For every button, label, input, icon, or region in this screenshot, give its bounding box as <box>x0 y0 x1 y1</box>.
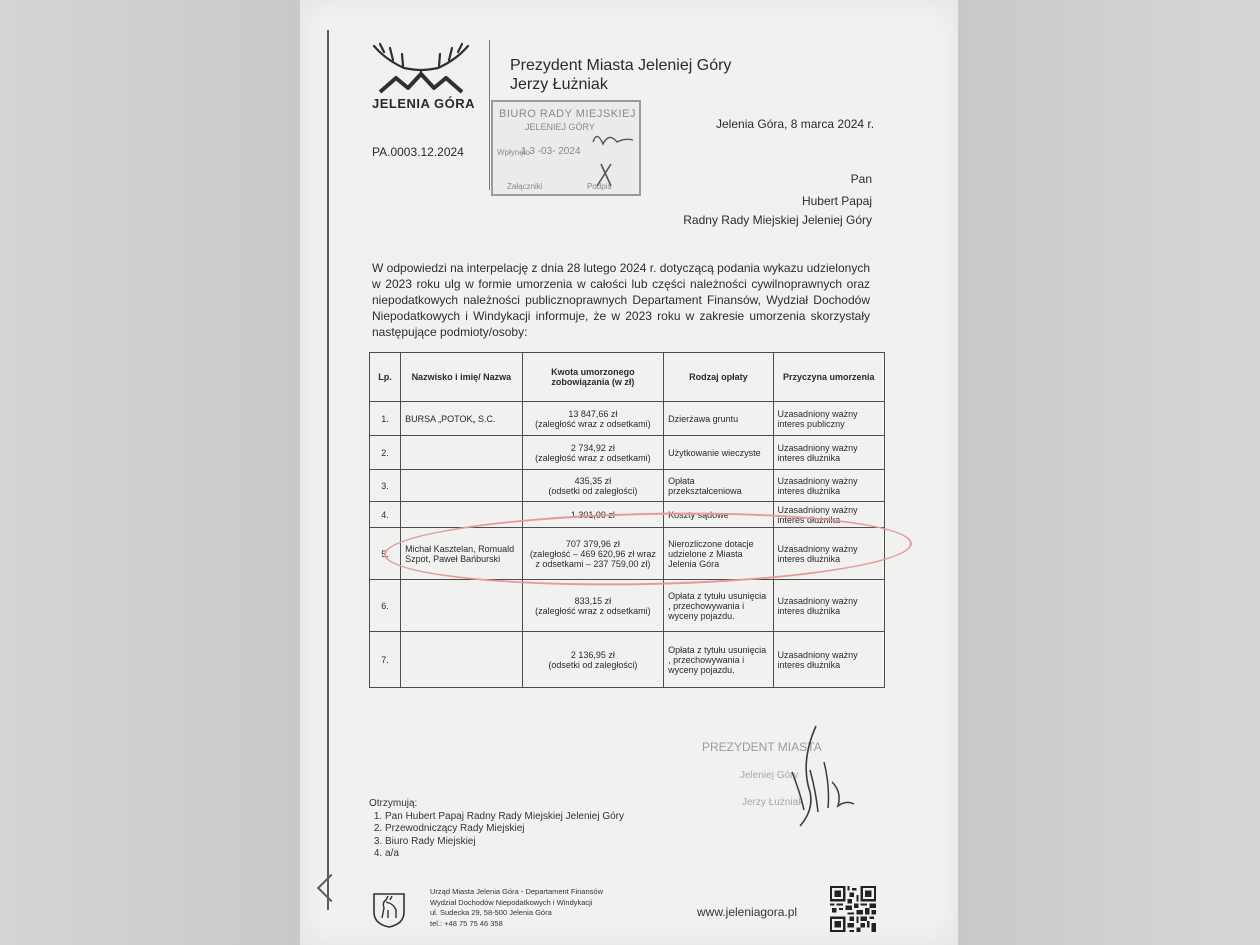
cell-lp: 7. <box>370 632 401 688</box>
amount-value: 707 379,96 zł <box>565 538 620 549</box>
background-right <box>958 0 1260 945</box>
letter-body-paragraph: W odpowiedzi na interpelację z dnia 28 lutego 2024 r. dotyczącą podania wykazu udzielonych w 2023 roku ulg w formie umorzenia w całości lub części należności cywilnoprawnych oraz niepodatkowych należności publicznoprawnych Departament Finansów, Wydział Dochodów Niepodatkowych i Windykacji informuje, że w 2023 roku w zakresie umorzenia skorzystały następujące podmioty/osoby: <box>372 261 870 339</box>
signature-stamp-title: PREZYDENT MIASTA <box>702 740 822 754</box>
city-crest-icon <box>370 890 408 928</box>
cell-amount <box>522 632 664 688</box>
cell-type: Opłata przekształceniowa <box>664 470 773 502</box>
handwritten-signature-icon <box>770 722 860 832</box>
cell-type: Opłata z tytułu usunięcia , przechowywania i wyceny pojazdu. <box>664 580 773 632</box>
cell-lp: 6. <box>370 580 401 632</box>
amount-note: (zaległość wraz z odsetkami) <box>535 418 651 429</box>
cell-name <box>401 470 522 502</box>
cell-name <box>401 436 522 470</box>
background-left <box>0 0 300 945</box>
reference-number: PA.0003.12.2024 <box>372 145 464 159</box>
cell-type: Nierozliczone dotacje udzielone z Miasta Jelenia Góra <box>664 528 773 580</box>
cell-amount <box>522 580 664 632</box>
cell-lp: 1. <box>370 402 401 436</box>
column-header-name: Nazwisko i imię/ Nazwa <box>401 353 522 402</box>
table-row <box>370 436 885 470</box>
amount-note: (zaległość wraz z odsetkami) <box>535 452 651 463</box>
stamp-sign-label: Podpis <box>587 182 612 191</box>
list-item: 4. a/a <box>385 848 624 861</box>
signature-stamp-city: Jeleniej Góry <box>740 770 799 781</box>
letter-author: Jerzy Łużniak <box>510 76 608 93</box>
stamp-received-date: 1 3 -03- 2024 <box>521 146 581 157</box>
addressee-name: Hubert Papaj <box>801 194 872 208</box>
amount-value: 1 301,00 zł <box>570 509 615 520</box>
table-row <box>370 580 885 632</box>
cell-amount <box>522 436 664 470</box>
header-divider <box>489 40 490 190</box>
amount-note: (odsetki od zaległości) <box>548 659 638 670</box>
footer-line3: ul. Sudecka 29, 58-500 Jelenia Góra <box>430 908 552 917</box>
cell-lp: 4. <box>370 502 401 528</box>
cell-reason: Uzasadniony ważny interes dłużnika <box>773 470 884 502</box>
list-item: 3. Biuro Rady Miejskiej <box>385 836 624 849</box>
footer-address <box>430 887 603 929</box>
cell-reason: Uzasadniony ważny interes dłużnika <box>773 502 884 528</box>
cell-amount <box>522 402 664 436</box>
amount-note: (zaległość wraz z odsetkami) <box>535 605 651 616</box>
cell-lp: 3. <box>370 470 401 502</box>
recipients-block <box>369 798 624 861</box>
cell-name <box>401 580 522 632</box>
stamp-line1: BIURO RADY MIEJSKIEJ <box>499 108 636 120</box>
recipients-list <box>369 811 624 861</box>
footer-line4: tel.: +48 75 75 46 358 <box>430 918 503 928</box>
binder-margin-line <box>327 30 329 910</box>
footer-line1: Urząd Miasta Jelenia Góra - Departament Finansów <box>430 887 603 896</box>
letter-date: Jelenia Góra, 8 marca 2024 r. <box>716 117 875 131</box>
cell-lp: 2. <box>370 436 401 470</box>
amount-note: (zaległość – 469 620,96 zł wraz z odsetkami – 237 759,00 zł) <box>529 548 656 569</box>
cell-reason: Uzasadniony ważny interes dłużnika <box>773 528 884 580</box>
column-header-type: Rodzaj opłaty <box>664 353 773 402</box>
cell-reason: Uzasadniony ważny interes dłużnika <box>773 632 884 688</box>
amount-value: 833,15 zł <box>574 595 612 606</box>
amount-value: 2 734,92 zł <box>570 442 615 453</box>
letter-title: Prezydent Miasta Jeleniej Góry <box>510 57 732 74</box>
cell-type: Opłata z tytułu usunięcia , przechowywania i wyceny pojazdu. <box>664 632 773 688</box>
column-header-amount: Kwota umorzonego zobowiązania (w zł) <box>522 353 664 402</box>
list-item: 2. Przewodniczący Rady Miejskiej <box>385 823 624 836</box>
cell-type: Użytkowanie wieczyste <box>664 436 773 470</box>
table-row <box>370 470 885 502</box>
amount-value: 2 136,95 zł <box>570 649 615 660</box>
qr-code-icon <box>830 886 876 932</box>
signature-stamp-name: Jerzy Łużniak <box>742 797 804 808</box>
column-header-lp: Lp. <box>370 353 401 402</box>
received-stamp <box>491 100 641 196</box>
table-row <box>370 632 885 688</box>
cell-name: Michał Kasztelan, Romuald Szpot, Paweł Bańburski <box>401 528 522 580</box>
addressee-role: Radny Rady Miejskiej Jeleniej Góry <box>683 213 872 227</box>
cell-amount <box>522 470 664 502</box>
logo-wordmark: JELENIA GÓRA <box>372 96 476 111</box>
cell-name <box>401 632 522 688</box>
amount-value: 435,35 zł <box>574 475 612 486</box>
table-header-row <box>370 353 885 402</box>
stamp-received-label: Wpłynęło <box>497 148 530 157</box>
footer-website: www.jeleniagora.pl <box>697 905 798 919</box>
cell-reason: Uzasadniony ważny interes dłużnika <box>773 580 884 632</box>
amount-note: (odsetki od zaległości) <box>548 485 638 496</box>
cell-name: BURSA „POTOK„ S.C. <box>401 402 522 436</box>
cell-type: Koszty sądowe <box>664 502 773 528</box>
column-header-reason: Przyczyna umorzenia <box>773 353 884 402</box>
recipients-label: Otrzymują: <box>369 798 418 809</box>
stamp-handwriting-icon <box>493 102 639 194</box>
cell-type: Dzierżawa gruntu <box>664 402 773 436</box>
cell-lp: 5. <box>370 528 401 580</box>
table-row <box>370 402 885 436</box>
amount-value: 13 847,66 zł <box>568 408 618 419</box>
footer-line2: Wydział Dochodów Niepodatkowych i Windykacji <box>430 897 593 907</box>
cell-reason: Uzasadniony ważny interes dłużnika <box>773 436 884 470</box>
addressee-salutation: Pan <box>850 172 872 186</box>
cell-reason: Uzasadniony ważny interes publiczny <box>773 402 884 436</box>
stamp-line2: JELENIEJ GÓRY <box>525 122 595 132</box>
stamp-enclosures-label: Załączniki <box>507 182 543 191</box>
list-item: 1. Pan Hubert Papaj Radny Rady Miejskiej Jeleniej Góry <box>385 811 624 824</box>
